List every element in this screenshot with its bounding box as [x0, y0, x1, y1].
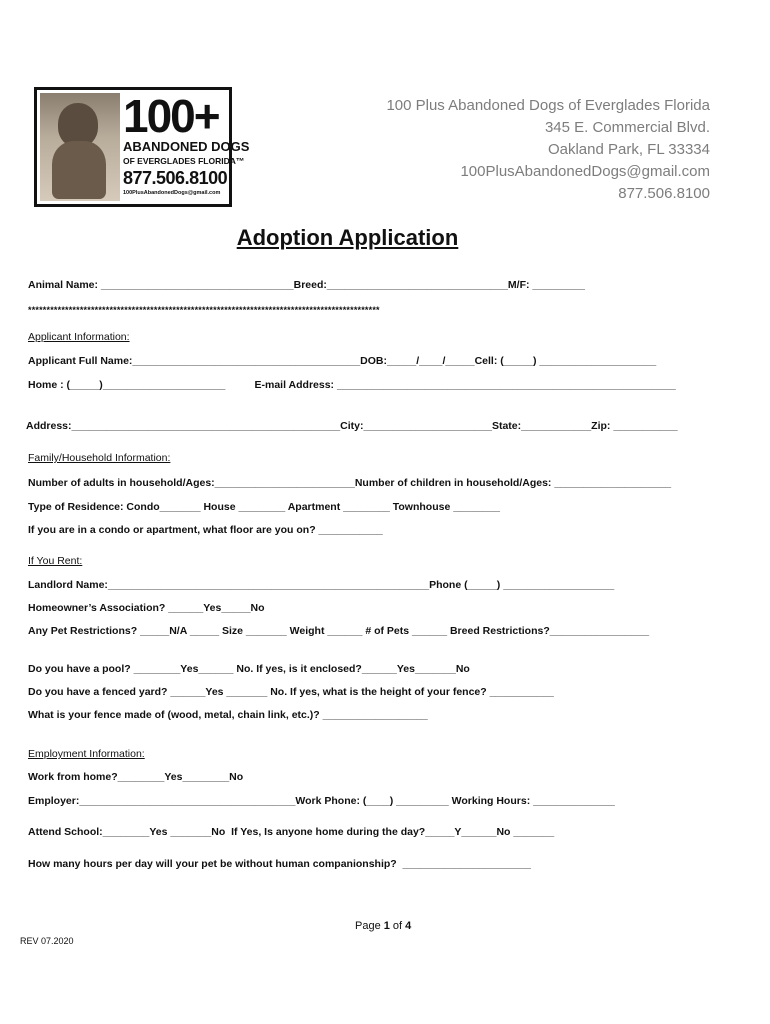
address-line[interactable]: Address:______________________________________________City:______________________State:____________Zip: ___________: [26, 420, 678, 432]
residence-line[interactable]: Type of Residence: Condo_______ House ________ Apartment ________ Townhouse ________: [28, 501, 500, 513]
landlord-line[interactable]: Landlord Name:_______________________________________________________Phone (_____) ___________________: [28, 579, 615, 591]
section-rent: If You Rent:: [28, 555, 83, 567]
pool-line[interactable]: Do you have a pool? ________Yes______ No. If yes, is it enclosed?______Yes_______No: [28, 663, 470, 675]
logo-line1: ABANDONED DOGS: [123, 139, 250, 154]
floor-line[interactable]: If you are in a condo or apartment, what floor are you on? ___________: [28, 524, 383, 536]
hoa-line[interactable]: Homeowner’s Association? ______Yes_____No: [28, 602, 265, 614]
org-street: 345 E. Commercial Blvd.: [544, 119, 710, 136]
logo-number: 100+: [123, 90, 219, 142]
logo-email: 100PlusAbandonedDogs@gmail.com: [123, 190, 221, 196]
household-line[interactable]: Number of adults in household/Ages:________________________Number of children in household/Ages: ____________________: [28, 477, 672, 489]
fence-material-line[interactable]: What is your fence made of (wood, metal, chain link, etc.)? __________________: [28, 709, 428, 721]
section-employment: Employment Information:: [28, 748, 145, 760]
dog-body-shape: [52, 141, 106, 199]
page-title: Adoption Application: [236, 225, 459, 250]
hours-alone-line[interactable]: How many hours per day will your pet be without human companionship? ______________________: [28, 858, 532, 870]
logo-line2: OF EVERGLADES FLORIDA™: [123, 156, 245, 166]
page-total: 4: [405, 920, 412, 932]
employer-line[interactable]: Employer:_____________________________________Work Phone: (____) _________ Working Hours: ______________: [28, 795, 615, 807]
org-phone: 877.506.8100: [618, 185, 710, 202]
org-name: 100 Plus Abandoned Dogs of Everglades Florida: [386, 97, 710, 114]
org-city: Oakland Park, FL 33334: [547, 141, 710, 158]
work-from-home-line[interactable]: Work from home?________Yes________No: [28, 771, 244, 783]
logo-phone: 877.506.8100: [123, 168, 228, 188]
school-line[interactable]: Attend School:________Yes _______No If Yes, Is anyone home during the day?_____Y______No _______: [28, 826, 555, 838]
section-applicant: Applicant Information:: [28, 331, 130, 343]
dog-photo: [40, 93, 120, 201]
page-current: 1: [383, 920, 390, 932]
revision-label: REV 07.2020: [20, 936, 74, 946]
fenced-yard-line[interactable]: Do you have a fenced yard? ______Yes _______ No. If yes, what is the height of your fence? ___________: [28, 686, 554, 698]
organization-logo: [34, 87, 250, 207]
pet-restrictions-line[interactable]: Any Pet Restrictions? _____N/A _____ Size _______ Weight ______ # of Pets ______ Breed Restrictions?_________________: [28, 625, 650, 637]
page-number: [355, 920, 411, 932]
home-email-line[interactable]: Home : (_____)_____________________ E-mail Address: __________________________________________________________: [28, 379, 676, 391]
animal-info-line[interactable]: Animal Name: _________________________________Breed:_______________________________M/F: _________: [28, 279, 585, 291]
section-family: Family/Household Information:: [28, 452, 171, 464]
page-prefix: Page: [355, 920, 384, 932]
org-email: 100PlusAbandonedDogs@gmail.com: [460, 163, 710, 180]
page-of: of: [389, 920, 406, 932]
full-name-line[interactable]: Applicant Full Name:_______________________________________DOB:_____/____/_____Cell: (_____) ____________________: [28, 355, 657, 367]
separator-stars: ***********************************************************************************************: [28, 305, 380, 315]
